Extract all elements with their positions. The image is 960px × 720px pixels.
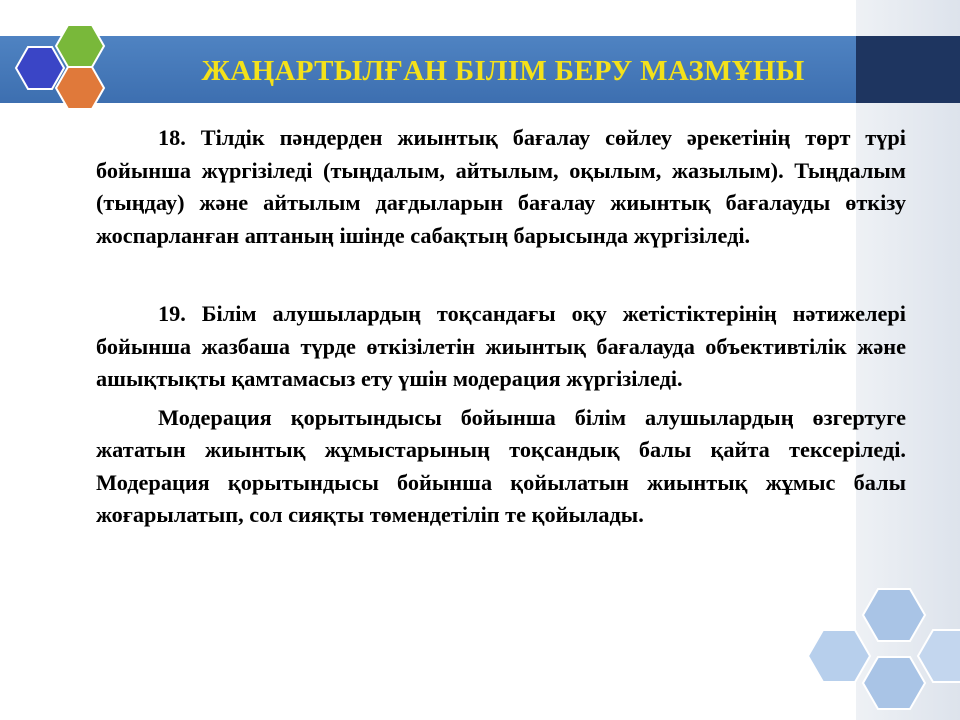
slide-body	[96, 122, 906, 532]
slide-title: ЖАҢАРТЫЛҒАН БІЛІМ БЕРУ МАЗМҰНЫ	[201, 55, 805, 87]
light-blue-hexagon-icon	[918, 630, 960, 682]
light-blue-hexagon-icon	[808, 630, 870, 682]
paragraph-moderation: Модерация қорытындысы бойынша білім алушылардың өзгертуге жататын жиынтық жұмыстарының тоқсандық балы қайта тексеріледі. Модерация қорытындысы бойынша қойылатын жиынтық жұмыс балы жоғарылатып, сол сияқты төмендетіліп те қойылады.	[96, 404, 906, 527]
green-hexagon-icon	[56, 25, 104, 67]
light-blue-hexagon-icon	[863, 589, 925, 641]
blue-hexagon-icon	[16, 47, 64, 89]
light-blue-hexagon-icon	[863, 657, 925, 709]
paragraph-18: 18. Тілдік пәндерден жиынтық бағалау сөйлеу әрекетінің төрт түрі бойынша жүргізіледі (тыңдалым, айтылым, оқылым, жазылым). Тыңдалым (тыңдау) және айтылым дағдыларын бағалау жиынтық бағалауды өткізу жоспарланған аптаның ішінде сабақтың барысында жүргізіледі.	[96, 125, 906, 248]
paragraph-19: 19. Білім алушылардың тоқсандағы оқу жетістіктерінің нәтижелері бойынша жазбаша түрде өткізілетін жиынтық бағалауда объективтілік және ашықтықты қамтамасыз ету үшін модерация жүргізіледі.	[96, 301, 906, 391]
orange-hexagon-icon	[56, 67, 104, 109]
footer-decorative-stripes	[680, 682, 840, 704]
